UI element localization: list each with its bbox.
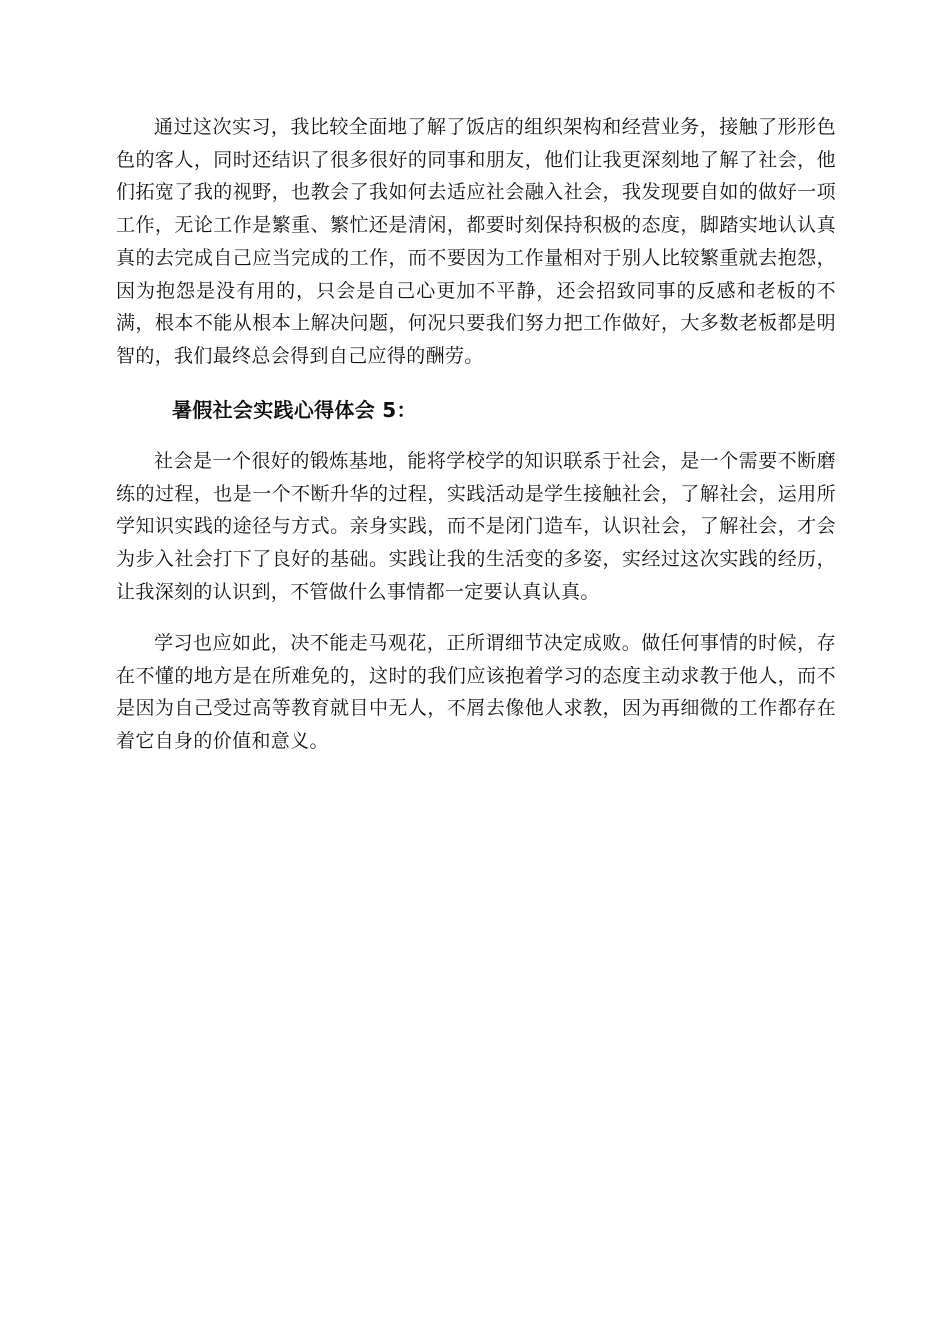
body-paragraph: 学习也应如此，决不能走马观花，正所谓细节决定成败。做任何事情的时候，存在不懂的地方是在所难免的，这时的我们应该抱着学习的态度主动求教于他人，而不是因为自己受过高等教育就目中无人，不屑去像他人求教，因为再细微的工作都存在着它自身的价值和意义。 bbox=[116, 632, 836, 753]
body-paragraph: 通过这次实习，我比较全面地了解了饭店的组织架构和经营业务，接触了形形色色的客人，同时还结识了很多很好的同事和朋友，他们让我更深刻地了解了社会，他们拓宽了我的视野，也教会了我如何去适应社会融入社会，我发现要自如的做好一项工作，无论工作是繁重、繁忙还是清闲，都要时刻保持积极的态度，脚踏实地认认真真的去完成自己应当完成的工作，而不要因为工作量相对于别人比较繁重就去抱怨，因为抱怨是没有用的，只会是自己心更加不平静，还会招致同事的反感和老板的不满，根本不能从根本上解决问题，何况只要我们努力把工作做好，大多数老板都是明智的，我们最终总会得到自己应得的酬劳。 bbox=[116, 116, 836, 367]
body-paragraph: 社会是一个很好的锻炼基地，能将学校学的知识联系于社会，是一个需要不断磨练的过程，也是一个不断升华的过程，实践活动是学生接触社会，了解社会，运用所学知识实践的途径与方式。亲身实践，而不是闭门造车，认识社会，了解社会，才会为步入社会打下了良好的基础。实践让我的生活变的多姿，实经过这次实践的经历，让我深刻的认识到，不管做什么事情都一定要认真认真。 bbox=[116, 450, 836, 603]
section-heading: 暑假社会实践心得体会 5： bbox=[172, 398, 417, 422]
